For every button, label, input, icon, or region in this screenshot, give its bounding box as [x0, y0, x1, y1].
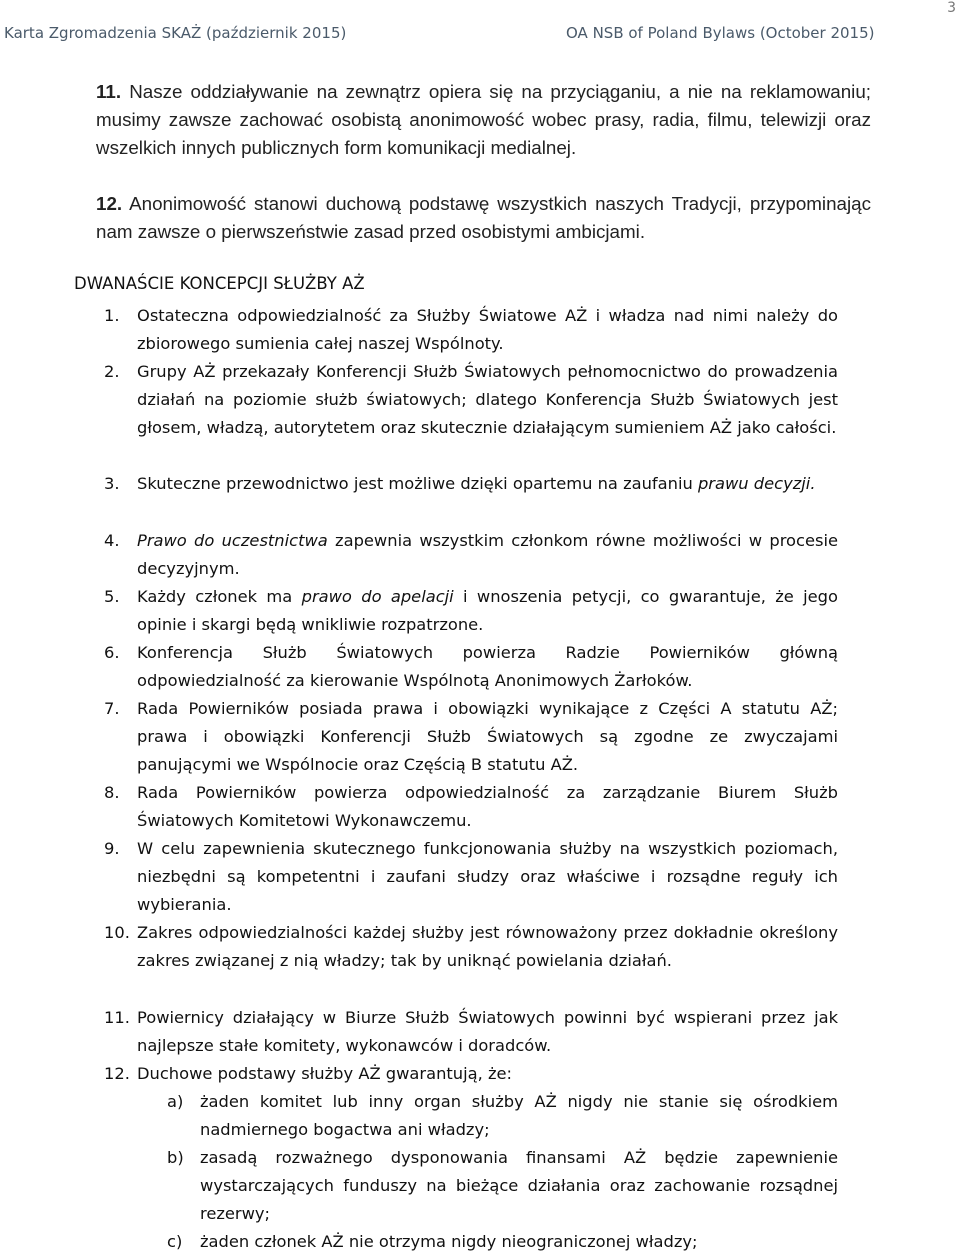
concept-12-point	[167, 1228, 838, 1256]
tradition-text: Anonimowość stanowi duchową podstawę wszystkich naszych Tradycji, przypominając nam zawsze o pierwszeństwie zasad przed osobistymi ambicjami.	[96, 193, 871, 242]
concept-text-italic: prawo do apelacji	[301, 587, 454, 606]
point-label: c)	[167, 1232, 183, 1251]
concept-number: 12.	[104, 1064, 130, 1083]
concept-number: 5.	[104, 587, 120, 606]
concept-item	[104, 1004, 838, 1060]
concept-text: W celu zapewnienia skutecznego funkcjonowania służby na wszystkich poziomach, niezbędni są kompetentni i zaufani słudzy oraz właściwe i rozsądne reguły ich wybierania.	[137, 839, 838, 915]
concept-item	[104, 1060, 838, 1088]
concept-item	[104, 695, 838, 780]
point-text: żaden komitet lub inny organ służby AŻ nigdy nie stanie się ośrodkiem nadmiernego bogactwa ani władzy;	[200, 1092, 838, 1140]
concept-item	[104, 358, 838, 443]
concept-item	[104, 779, 838, 835]
concept-number: 10.	[104, 923, 130, 942]
concept-number: 7.	[104, 699, 120, 718]
concept-item	[104, 527, 838, 583]
tradition-number: 12.	[96, 193, 123, 214]
tradition-12	[96, 190, 871, 246]
concept-number: 8.	[104, 783, 120, 802]
concept-number: 3.	[104, 474, 120, 493]
concept-text: Rada Powierników powierza odpowiedzialność za zarządzanie Biurem Służb Światowych Komitetowi Wykonawczemu.	[137, 783, 838, 831]
concept-text: Rada Powierników posiada prawa i obowiązki wynikające z Części A statutu AŻ; prawa i obowiązki Konferencji Służb Światowych są zgodne ze zwyczajami panującymi we Wspólnocie oraz Częścią B statutu AŻ.	[137, 699, 838, 775]
point-text: żaden członek AŻ nie otrzyma nigdy nieograniczonej władzy;	[200, 1232, 698, 1251]
concept-number: 2.	[104, 362, 120, 381]
tradition-text: Nasze oddziaływanie na zewnątrz opiera się na przyciąganiu, a nie na reklamowaniu; musimy zawsze zachować osobistą anonimowość wobec prasy, radia, filmu, telewizji oraz wszelkich innych publicznych form komunikacji medialnej.	[96, 81, 871, 158]
concept-text	[137, 470, 838, 498]
concept-text: Zakres odpowiedzialności każdej służby jest równoważony przez dokładnie określony zakres związanej z nią władzy; tak by uniknąć powielania działań.	[137, 923, 838, 971]
concept-text-italic: prawu decyzji.	[697, 474, 816, 493]
concept-text: Ostateczna odpowiedzialność za Służby Światowe AŻ i władza nad nimi należy do zbiorowego sumienia całej naszej Wspólnoty.	[137, 306, 838, 354]
concept-text: Powiernicy działający w Biurze Służb Światowych powinni być wspierani przez jak najlepsze stałe komitety, wykonawców i doradców.	[137, 1008, 838, 1056]
concept-text-pre: Każdy członek ma	[137, 587, 302, 606]
page-number: 3	[947, 0, 956, 16]
concept-number: 1.	[104, 306, 120, 325]
concept-number: 9.	[104, 839, 120, 858]
header-right-title: OA NSB of Poland Bylaws (October 2015)	[566, 24, 875, 42]
concept-text-italic: Prawo do uczestnictwa	[137, 531, 328, 550]
concepts-heading: DWANAŚCIE KONCEPCJI SŁUŻBY AŻ	[74, 274, 365, 293]
concept-item	[104, 919, 838, 975]
concept-12-point	[167, 1144, 838, 1229]
point-text: zasadą rozważnego dysponowania finansami AŻ będzie zapewnienie wystarczających funduszy na bieżące działania oraz zachowanie rozsądnej rezerwy;	[200, 1148, 838, 1224]
concept-number: 11.	[104, 1008, 130, 1027]
concept-item	[104, 639, 838, 695]
concept-item	[104, 835, 838, 920]
concept-number: 4.	[104, 531, 120, 550]
concept-text: Duchowe podstawy służby AŻ gwarantują, że:	[137, 1064, 513, 1083]
concept-text: Konferencja Służb Światowych powierza Radzie Powierników główną odpowiedzialność za kierowanie Wspólnotą Anonimowych Żarłoków.	[137, 643, 838, 691]
concept-text	[137, 583, 838, 639]
concept-12-point	[167, 1088, 838, 1144]
point-label: a)	[167, 1092, 184, 1111]
tradition-11	[96, 78, 871, 162]
concept-text: Grupy AŻ przekazały Konferencji Służb Światowych pełnomocnictwo do prowadzenia działań na poziomie służb światowych; dlatego Konferencja Służb Światowych jest głosem, władzą, autorytetem oraz skutecznie działającym sumieniem AŻ jako całości.	[137, 362, 838, 438]
concept-text-pre: Skuteczne przewodnictwo jest możliwe dzięki opartemu na zaufaniu	[137, 474, 698, 493]
point-label: b)	[167, 1148, 184, 1167]
concept-text-post: i wnoszenia petycji, co gwarantuje, że jego opinie i skargi będą wnikliwie rozpatrzone.	[137, 587, 838, 635]
concept-text-post: zapewnia wszystkim członkom równe możliwości w procesie decyzyjnym.	[137, 531, 838, 579]
header-left-title: Karta Zgromadzenia SKAŻ (październik 2015)	[4, 24, 347, 42]
concept-number: 6.	[104, 643, 120, 662]
concept-item	[104, 302, 838, 358]
concept-item	[104, 583, 838, 639]
tradition-number: 11.	[96, 81, 122, 102]
concept-item	[104, 470, 838, 498]
concept-text	[137, 527, 838, 583]
